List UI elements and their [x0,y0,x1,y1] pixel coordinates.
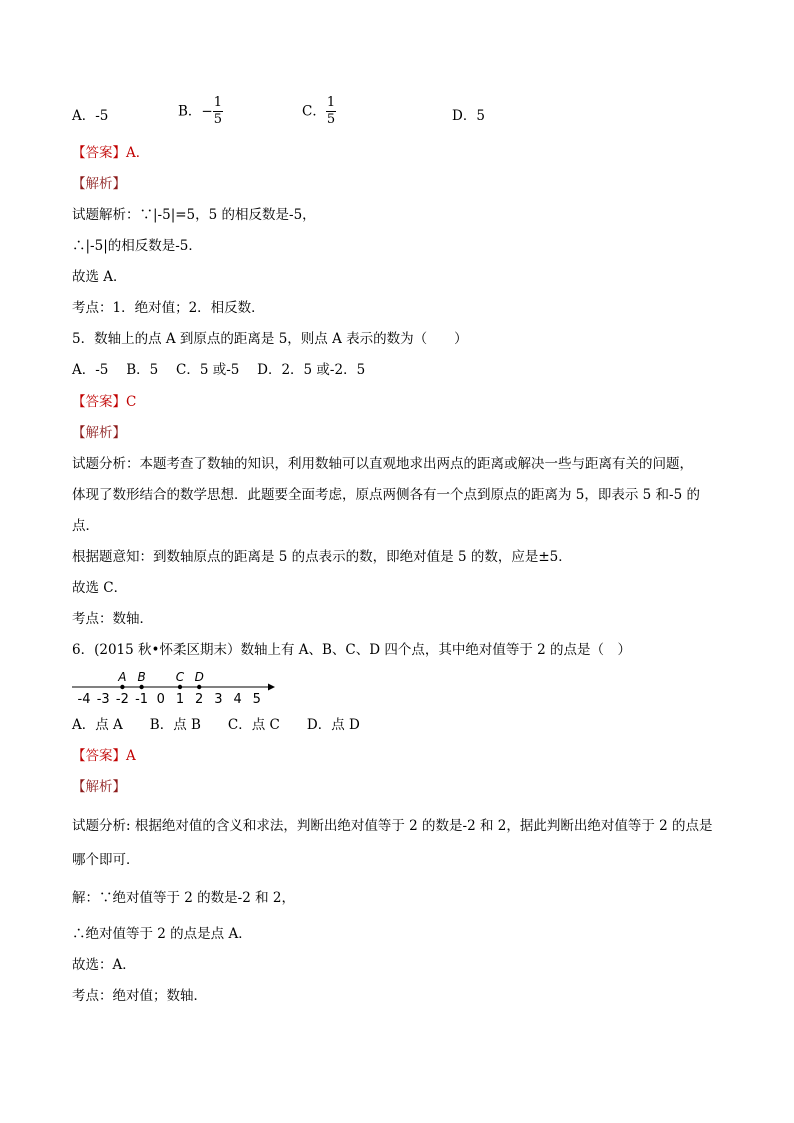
number-line-tick-label: 4 [233,692,242,707]
number-line-arrow-icon [268,684,275,691]
q4-option-a: A．-5 [72,108,109,124]
q6-analysis-line: 试题分析: 根据绝对值的含义和求法，判断出绝对值等于 2 的数是-2 和 2，据此判断出绝对值等于 2 的点是 [72,818,713,834]
number-line-tick-label: 5 [252,692,261,707]
q4-option-b-fraction [213,96,223,127]
q5-analysis-tag: 【解析】 [72,425,126,441]
answer-tag: 【答案】 [72,748,126,764]
number-line-point-label: B [137,670,146,684]
q5-analysis-line: 根据题意知：到数轴原点的距离是 5 的点表示的数，即绝对值是 5 的数，应是±5． [72,549,572,565]
q5-question: 5．数轴上的点 A 到原点的距离是 5，则点 A 表示的数为（ ） [72,331,468,347]
fraction-numerator: 1 [326,95,336,110]
fraction-numerator: 1 [213,95,223,110]
number-line-tick-label: -3 [96,692,110,707]
q6-analysis-line: 解：∵绝对值等于 2 的数是-2 和 2， [72,890,295,906]
number-line-point-label: A [118,670,127,684]
q6-analysis-line: 哪个即可． [72,852,140,868]
q4-knowledge-points: 考点：1．绝对值；2．相反数． [72,300,265,316]
fraction-denominator: 5 [213,112,223,127]
number-line-tick-label: 2 [195,692,204,707]
q5-knowledge-points: 考点：数轴． [72,611,153,627]
answer-value: C [126,394,137,410]
q5-answer [72,393,136,411]
q6-knowledge-points: 考点：绝对值；数轴． [72,988,207,1004]
q5-analysis-line: 试题分析：本题考查了数轴的知识，利用数轴可以直观地求出两点的距离或解决一些与距离有关的问题， [72,456,693,472]
q6-analysis-line: ∴绝对值等于 2 的点是点 A． [72,926,252,942]
q4-analysis-line: 试题解析：∵|-5|=5，5 的相反数是-5， [72,207,316,223]
number-line-point [139,685,143,689]
number-line-tick-label: -1 [135,692,149,707]
q6-options: A．点 A B．点 B C．点 C D．点 D [72,717,360,733]
q4-analysis-line: 故选 A． [72,269,127,285]
q5-analysis-line: 体现了数形结合的数学思想．此题要全面考虑，原点两侧各有一个点到原点的距离为 5，即表示 5 和-5 的 [72,487,700,503]
number-line-point [178,685,182,689]
number-line-point [197,685,201,689]
q4-option-d: D．5 [452,108,485,124]
q6-answer [72,747,136,765]
number-line-tick-label: -4 [77,692,91,707]
number-line-tick-label: 3 [214,692,223,707]
q6-analysis-tag: 【解析】 [72,779,126,795]
answer-value: A [126,748,136,764]
q4-answer [72,144,149,162]
q4-option-c-prefix: C． [302,103,326,120]
q4-option-b-prefix: B．− [178,103,213,120]
number-line-tick-label: -2 [115,692,129,707]
q5-options: A．-5 B．5 C．5 或-5 D．2．5 或-2．5 [72,362,366,378]
number-line-point [120,685,124,689]
q4-option-c [302,96,336,127]
fraction-denominator: 5 [326,112,336,127]
number-line [72,670,282,710]
q4-analysis-tag: 【解析】 [72,176,126,192]
number-line-tick-label: 0 [156,692,165,707]
q5-analysis-line: 点． [72,518,99,534]
q4-option-c-fraction [326,96,336,127]
q5-analysis-line: 故选 C． [72,580,128,596]
answer-tag: 【答案】 [72,394,126,410]
number-line-tick-label: 1 [175,692,185,707]
q6-analysis-line: 故选：A． [72,957,136,973]
number-line-point-label: C [175,670,185,684]
answer-tag: 【答案】 [72,145,126,161]
answer-value: A． [126,145,150,161]
q6-question: 6．(2015 秋•怀柔区期末）数轴上有 A、B、C、D 四个点，其中绝对值等于 2 的点是（ ） [72,642,632,658]
q4-analysis-line: ∴|-5|的相反数是-5． [72,238,202,254]
number-line-point-label: D [194,670,204,684]
q4-option-b [178,96,223,127]
